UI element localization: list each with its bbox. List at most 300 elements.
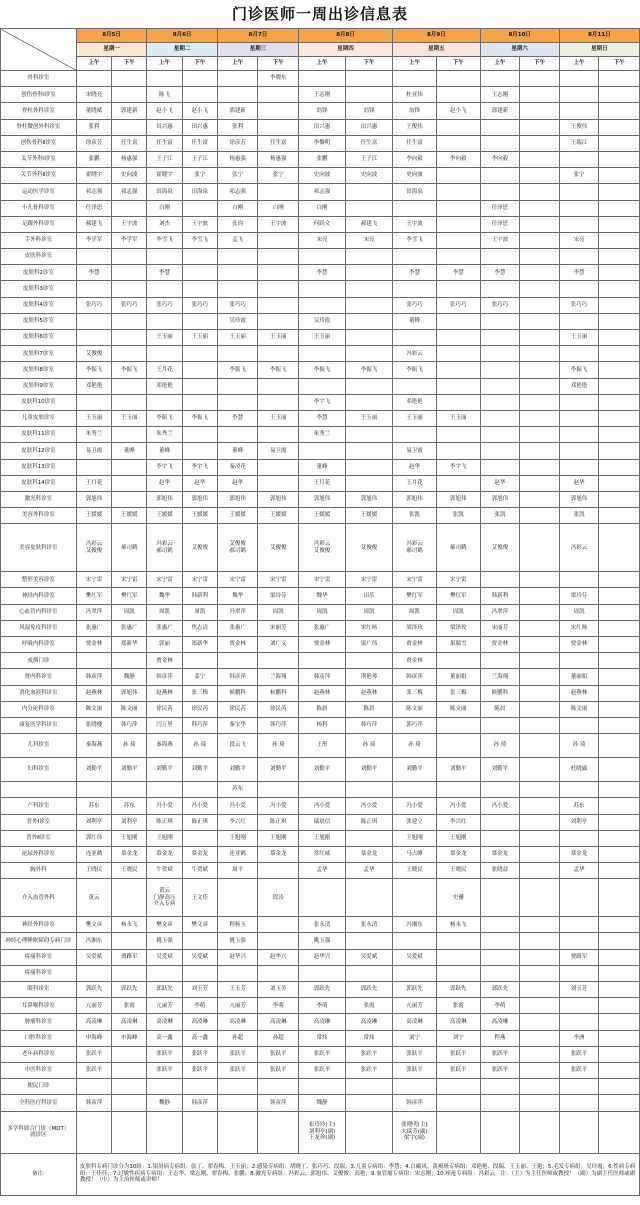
doctor-cell: 刘广义 bbox=[258, 637, 299, 653]
doctor-cell: 王媛媛 bbox=[217, 508, 258, 524]
doctor-cell: 王月花 bbox=[147, 362, 182, 378]
doctor-cell bbox=[599, 410, 640, 426]
doctor-cell bbox=[520, 604, 560, 620]
doctor-cell bbox=[217, 71, 258, 87]
doctor-cell: 杨永飞 bbox=[112, 917, 147, 933]
doctor-cell bbox=[559, 1079, 599, 1095]
doctor-cell: 刘宁 bbox=[393, 1030, 437, 1046]
doctor-cell: 王旭刚 bbox=[258, 830, 299, 846]
doctor-cell: 董峰 bbox=[393, 313, 437, 329]
notes-text: 皮肤科专病门诊分为10组：1.银屑病专病组：张丁、翟春梅、王玉丽；2.感染专病组：胡晓丁、张巧巧、段瑞；3.儿童专病组：李慧；4.白癜风、黄褐斑专病组：邓艳艳、段瑞、王玉丽、王艳；5.毛发专病组：吴玲霞；6.性病专病组：王佳佳；7.过敏性疾病专病组：王志华、梁志刚、翟春梅、张鹏；8.激光专病组：冯彩云、郭旭伟、艾俊俊、高艳；9.血管瘤专病组：宋志刚；10.痤疮专病组：冯彩云。注：（主）为主任医师或教授！（副）为副主任医师或副教授！（中）为主治医师或讲师！ bbox=[76, 1153, 639, 1195]
doctor-cell: 张跃平 bbox=[182, 1046, 217, 1062]
doctor-cell bbox=[346, 1079, 393, 1095]
doctor-cell bbox=[76, 965, 111, 981]
doctor-cell bbox=[147, 394, 182, 410]
doctor-cell: 何跃文 bbox=[299, 216, 346, 232]
doctor-cell bbox=[599, 346, 640, 362]
doctor-cell bbox=[599, 394, 640, 410]
doctor-cell bbox=[346, 249, 393, 265]
doctor-cell bbox=[520, 508, 560, 524]
doctor-cell: 贾金林 bbox=[147, 653, 182, 669]
doctor-cell bbox=[346, 87, 393, 103]
doctor-cell: 宋宁雷 bbox=[217, 572, 258, 588]
doctor-cell: 慕金龙 bbox=[112, 846, 147, 862]
doctor-cell: 段涛 bbox=[258, 879, 299, 917]
doctor-cell: 李宇飞 bbox=[182, 459, 217, 475]
doctor-cell bbox=[520, 620, 560, 636]
doctor-cell bbox=[436, 782, 480, 798]
doctor-cell bbox=[520, 216, 560, 232]
doctor-cell: 张凯 bbox=[480, 508, 520, 524]
doctor-cell bbox=[217, 346, 258, 362]
doctor-cell: 张跃平 bbox=[436, 1062, 480, 1078]
doctor-cell: 张跃平 bbox=[258, 1062, 299, 1078]
doctor-cell bbox=[182, 200, 217, 216]
doctor-cell bbox=[299, 281, 346, 297]
doctor-cell: 常炜 bbox=[346, 1030, 393, 1046]
doctor-cell bbox=[436, 232, 480, 248]
doctor-cell bbox=[520, 701, 560, 717]
doctor-cell: 常红威 bbox=[299, 846, 346, 862]
doctor-cell bbox=[346, 71, 393, 87]
doctor-cell bbox=[76, 653, 111, 669]
doctor-cell: 魏静 bbox=[299, 1095, 346, 1111]
doctor-cell: 任生富 bbox=[112, 135, 147, 151]
doctor-cell: 樊红军 bbox=[112, 588, 147, 604]
doctor-cell: 孟华 bbox=[559, 863, 599, 879]
doctor-cell: 徐民芮 bbox=[147, 701, 182, 717]
doctor-cell: 兰海翔 bbox=[258, 669, 299, 685]
doctor-cell bbox=[599, 216, 640, 232]
doctor-cell: 赵华 bbox=[147, 475, 182, 491]
doctor-cell: 张建立 bbox=[393, 814, 437, 830]
doctor-cell bbox=[599, 491, 640, 507]
doctor-cell: 祁志强 bbox=[217, 184, 258, 200]
doctor-cell: 瑞晨信 bbox=[299, 814, 346, 830]
doctor-cell: 贾路军 bbox=[112, 949, 147, 965]
doctor-cell: 孟飞 bbox=[217, 232, 258, 248]
doctor-cell bbox=[559, 879, 599, 917]
doctor-cell: 冯小爱 bbox=[346, 798, 393, 814]
department-cell: 皮肤科11诊室 bbox=[1, 427, 77, 443]
doctor-cell bbox=[436, 443, 480, 459]
doctor-cell: 李慧 bbox=[480, 265, 520, 281]
doctor-cell: 冯小爱 bbox=[147, 798, 182, 814]
doctor-cell bbox=[182, 1079, 217, 1095]
doctor-cell: 陈飞 bbox=[147, 87, 182, 103]
doctor-cell bbox=[217, 249, 258, 265]
doctor-cell bbox=[436, 119, 480, 135]
department-cell: 手外科诊室 bbox=[1, 232, 77, 248]
pm-header: 下午 bbox=[182, 57, 217, 71]
doctor-cell: 秦海燕 bbox=[76, 734, 111, 758]
doctor-cell: 史向波 bbox=[393, 168, 437, 184]
doctor-cell bbox=[299, 346, 346, 362]
doctor-cell: 冯翠萍 bbox=[480, 604, 520, 620]
doctor-cell bbox=[480, 443, 520, 459]
doctor-cell: 刘利亭 bbox=[76, 814, 111, 830]
doctor-cell: 王志刚 bbox=[480, 87, 520, 103]
doctor-cell: 张三梅 bbox=[182, 685, 217, 701]
doctor-cell: 李洲 bbox=[559, 1030, 599, 1046]
table-row bbox=[1, 814, 640, 830]
pm-header: 下午 bbox=[258, 57, 299, 71]
doctor-cell: 樊文彦 bbox=[76, 917, 111, 933]
doctor-cell: 王子江 bbox=[346, 151, 393, 167]
doctor-cell bbox=[559, 998, 599, 1014]
doctor-cell bbox=[182, 394, 217, 410]
doctor-cell: 王俊伟 bbox=[393, 119, 437, 135]
doctor-cell bbox=[436, 281, 480, 297]
doctor-cell bbox=[346, 394, 393, 410]
doctor-cell bbox=[436, 313, 480, 329]
doctor-cell bbox=[182, 249, 217, 265]
department-cell: 普外Ⅱ诊室 bbox=[1, 830, 77, 846]
department-cell: 脊柱微创外科诊室 bbox=[1, 119, 77, 135]
doctor-cell: 李慧 bbox=[299, 410, 346, 426]
date-header: 8月11日 bbox=[559, 29, 639, 43]
table-row bbox=[1, 508, 640, 524]
doctor-cell bbox=[346, 879, 393, 917]
doctor-cell: 刘勤平 bbox=[182, 758, 217, 782]
doctor-cell bbox=[520, 1095, 560, 1111]
department-cell: 小儿骨科诊室 bbox=[1, 200, 77, 216]
doctor-cell bbox=[112, 265, 147, 281]
doctor-cell bbox=[599, 863, 640, 879]
doctor-cell bbox=[599, 1095, 640, 1111]
am-header: 上午 bbox=[147, 57, 182, 71]
doctor-cell bbox=[182, 346, 217, 362]
doctor-cell: 刘利亭 bbox=[559, 814, 599, 830]
doctor-cell bbox=[520, 427, 560, 443]
doctor-cell: 牛贺斌 bbox=[147, 863, 182, 879]
doctor-cell bbox=[480, 572, 520, 588]
doctor-cell bbox=[393, 782, 437, 798]
doctor-cell: 魏静 bbox=[147, 1095, 182, 1111]
doctor-cell: 王俊伟 bbox=[559, 119, 599, 135]
doctor-cell bbox=[480, 717, 520, 733]
doctor-cell: 邓艳艳 bbox=[76, 378, 111, 394]
doctor-cell: 张鹏 bbox=[299, 151, 346, 167]
doctor-cell bbox=[258, 782, 299, 798]
department-cell: 多学科联合门诊（MDT） 就诊区 bbox=[1, 1111, 77, 1153]
doctor-cell: 冯小爱 bbox=[480, 798, 520, 814]
doctor-cell: 高凌琳 bbox=[147, 1014, 182, 1030]
doctor-cell: 姚玉强 bbox=[217, 933, 258, 949]
doctor-cell: 王彤 bbox=[299, 734, 346, 758]
doctor-cell: 宋宁雷 bbox=[147, 572, 182, 588]
doctor-cell: 樊红军 bbox=[76, 588, 111, 604]
doctor-cell bbox=[599, 949, 640, 965]
doctor-cell bbox=[599, 879, 640, 917]
doctor-cell bbox=[559, 249, 599, 265]
doctor-cell bbox=[599, 103, 640, 119]
doctor-cell: 候鹏科 bbox=[217, 685, 258, 701]
doctor-cell: 王宇波 bbox=[258, 216, 299, 232]
doctor-cell bbox=[182, 653, 217, 669]
doctor-cell: 赵燕林 bbox=[299, 685, 346, 701]
doctor-cell: 李慧 bbox=[299, 265, 346, 281]
doctor-cell: 张跃平 bbox=[182, 1062, 217, 1078]
doctor-cell: 赵华兴 bbox=[217, 949, 258, 965]
doctor-cell: 樊红军 bbox=[436, 588, 480, 604]
doctor-cell: 果广伟 bbox=[346, 637, 393, 653]
doctor-cell: 张宁 bbox=[258, 168, 299, 184]
doctor-cell: 韩彦萍 bbox=[147, 669, 182, 685]
doctor-cell bbox=[520, 1030, 560, 1046]
doctor-cell: 张三梅 bbox=[436, 685, 480, 701]
doctor-cell bbox=[147, 346, 182, 362]
doctor-cell: 董峰 bbox=[217, 443, 258, 459]
doctor-cell bbox=[480, 135, 520, 151]
doctor-cell: 宋宁雷 bbox=[436, 572, 480, 588]
page-title: 门诊医师一周出诊信息表 bbox=[231, 5, 408, 23]
doctor-cell: 郝建飞 bbox=[76, 216, 111, 232]
doctor-cell bbox=[520, 71, 560, 87]
doctor-cell bbox=[299, 653, 346, 669]
department-cell: 泌尿外科诊室 bbox=[1, 846, 77, 862]
doctor-cell: 张霞 bbox=[436, 998, 480, 1014]
doctor-cell bbox=[480, 119, 520, 135]
doctor-cell: 郭跃先 bbox=[436, 982, 480, 998]
doctor-cell: 王旭刚 bbox=[436, 830, 480, 846]
doctor-cell bbox=[112, 653, 147, 669]
doctor-cell: 翁锋 bbox=[393, 103, 437, 119]
doctor-cell: 周凯 bbox=[258, 604, 299, 620]
doctor-cell: 张跃平 bbox=[480, 1046, 520, 1062]
department-cell: 妇科诊室 bbox=[1, 758, 77, 782]
doctor-cell bbox=[217, 653, 258, 669]
doctor-cell: 杨惠强 bbox=[112, 151, 147, 167]
doctor-cell bbox=[182, 313, 217, 329]
doctor-cell: 高凌琳 bbox=[346, 1014, 393, 1030]
doctor-cell bbox=[346, 297, 393, 313]
pm-header: 下午 bbox=[112, 57, 147, 71]
doctor-cell bbox=[112, 879, 147, 917]
doctor-cell: 韩巧萍 bbox=[258, 717, 299, 733]
doctor-cell bbox=[599, 265, 640, 281]
doctor-cell bbox=[520, 410, 560, 426]
doctor-cell: 郭旭伟 bbox=[480, 491, 520, 507]
table-row bbox=[1, 782, 640, 798]
doctor-cell: 赵小飞 bbox=[182, 103, 217, 119]
doctor-cell: 张鹏 bbox=[76, 151, 111, 167]
doctor-cell bbox=[520, 184, 560, 200]
doctor-cell: 苏东 bbox=[559, 798, 599, 814]
doctor-cell: 韩彦萍 bbox=[182, 1095, 217, 1111]
doctor-cell: 徐民芮 bbox=[182, 701, 217, 717]
table-row bbox=[1, 998, 640, 1014]
doctor-cell bbox=[258, 394, 299, 410]
doctor-cell bbox=[436, 249, 480, 265]
doctor-cell bbox=[520, 798, 560, 814]
doctor-cell: 王志刚 bbox=[299, 87, 346, 103]
doctor-cell: 候鹏科 bbox=[258, 685, 299, 701]
doctor-cell: 霍晓宇 bbox=[147, 168, 182, 184]
doctor-cell: 高凌琳 bbox=[393, 1014, 437, 1030]
doctor-cell: 冯彩云 郝司鹤 bbox=[393, 524, 437, 572]
doctor-cell bbox=[436, 184, 480, 200]
doctor-cell: 易卫霞 bbox=[258, 443, 299, 459]
weekday-header: 星期四 bbox=[299, 43, 393, 57]
doctor-cell: 郑新华 bbox=[182, 637, 217, 653]
table-row bbox=[1, 200, 640, 216]
doctor-cell: 贾金林 bbox=[559, 637, 599, 653]
doctor-cell: 姚玉强 bbox=[299, 933, 346, 949]
doctor-cell bbox=[520, 846, 560, 862]
doctor-cell bbox=[520, 265, 560, 281]
doctor-cell: 李慧 bbox=[76, 265, 111, 281]
header-corner-diagonal bbox=[1, 29, 77, 71]
doctor-cell bbox=[147, 313, 182, 329]
doctor-cell bbox=[599, 184, 640, 200]
table-row bbox=[1, 863, 640, 879]
doctor-cell: 冯翠萍 bbox=[217, 604, 258, 620]
doctor-cell bbox=[520, 103, 560, 119]
table-row bbox=[1, 103, 640, 119]
doctor-cell bbox=[436, 394, 480, 410]
department-cell: 皮肤科4诊室 bbox=[1, 297, 77, 313]
doctor-cell bbox=[520, 949, 560, 965]
doctor-cell: 孟华 bbox=[299, 863, 346, 879]
doctor-cell: 李向毅 bbox=[436, 151, 480, 167]
doctor-cell: 慕金龙 bbox=[147, 846, 182, 862]
doctor-cell: 张巧巧 bbox=[559, 297, 599, 313]
doctor-cell: 冯彩云 bbox=[393, 346, 437, 362]
doctor-cell: 王月花 bbox=[393, 475, 437, 491]
doctor-cell bbox=[147, 71, 182, 87]
doctor-cell bbox=[599, 459, 640, 475]
am-header: 上午 bbox=[393, 57, 437, 71]
doctor-cell: 兰海翔 bbox=[480, 669, 520, 685]
doctor-cell bbox=[112, 1046, 147, 1062]
doctor-cell: 张巧巧 bbox=[147, 297, 182, 313]
doctor-cell: 李振飞 bbox=[112, 362, 147, 378]
doctor-cell bbox=[217, 879, 258, 917]
doctor-cell bbox=[480, 933, 520, 949]
doctor-cell bbox=[112, 1095, 147, 1111]
doctor-cell bbox=[393, 330, 437, 346]
doctor-cell: 刘勤平 bbox=[76, 758, 111, 782]
doctor-cell bbox=[112, 965, 147, 981]
doctor-cell: 易卫霞 bbox=[76, 443, 111, 459]
doctor-cell bbox=[559, 1111, 599, 1153]
doctor-cell: 田海泉 bbox=[182, 184, 217, 200]
doctor-cell bbox=[182, 281, 217, 297]
doctor-cell bbox=[480, 949, 520, 965]
doctor-cell bbox=[520, 200, 560, 216]
table-row bbox=[1, 758, 640, 782]
doctor-cell: 孙 琦 bbox=[393, 734, 437, 758]
doctor-cell: 任生富 bbox=[346, 135, 393, 151]
table-row bbox=[1, 443, 640, 459]
doctor-cell bbox=[480, 1079, 520, 1095]
doctor-cell: 王玉丽 bbox=[299, 330, 346, 346]
doctor-cell bbox=[520, 1111, 560, 1153]
department-cell: 胸外科 bbox=[1, 863, 77, 879]
weekday-header: 星期二 bbox=[147, 43, 218, 57]
department-cell: 皮肤科诊室 bbox=[1, 249, 77, 265]
doctor-cell: 吴爱斌 bbox=[393, 949, 437, 965]
doctor-cell: 张跃平 bbox=[258, 1046, 299, 1062]
doctor-cell: 姚玉强 bbox=[147, 933, 182, 949]
doctor-cell: 张跃平 bbox=[217, 1062, 258, 1078]
doctor-cell: 吴爱斌 bbox=[182, 949, 217, 965]
doctor-cell bbox=[480, 965, 520, 981]
doctor-cell bbox=[346, 1095, 393, 1111]
date-header: 8月6日 bbox=[147, 29, 218, 43]
doctor-cell bbox=[112, 475, 147, 491]
doctor-cell bbox=[76, 71, 111, 87]
doctor-cell: 艾俊俊 bbox=[346, 524, 393, 572]
doctor-cell bbox=[599, 637, 640, 653]
table-row bbox=[1, 879, 640, 917]
doctor-cell bbox=[147, 1079, 182, 1095]
doctor-cell: 陈正琪 bbox=[346, 814, 393, 830]
doctor-cell bbox=[599, 1079, 640, 1095]
doctor-cell: 张宁 bbox=[182, 168, 217, 184]
doctor-cell: 张跃平 bbox=[76, 1062, 111, 1078]
doctor-cell bbox=[520, 933, 560, 949]
doctor-cell bbox=[147, 1111, 182, 1153]
doctor-cell: 郭跃先 bbox=[346, 982, 393, 998]
doctor-cell: 冯彩云 bbox=[559, 524, 599, 572]
doctor-cell: 孙 琦 bbox=[112, 734, 147, 758]
am-header: 上午 bbox=[480, 57, 520, 71]
department-cell: 儿童皮肤诊室 bbox=[1, 410, 77, 426]
doctor-cell bbox=[599, 917, 640, 933]
doctor-cell: 王媛媛 bbox=[258, 508, 299, 524]
table-row bbox=[1, 965, 640, 981]
table-row bbox=[1, 216, 640, 232]
doctor-cell bbox=[599, 1062, 640, 1078]
doctor-cell bbox=[436, 1079, 480, 1095]
doctor-cell: 王玉丽 bbox=[217, 330, 258, 346]
doctor-cell: 张跃平 bbox=[436, 1046, 480, 1062]
doctor-cell bbox=[182, 965, 217, 981]
department-cell: 康复医学科诊室 bbox=[1, 717, 77, 733]
doctor-cell: 樊红军 bbox=[393, 588, 437, 604]
doctor-cell: 贾金林 bbox=[393, 637, 437, 653]
doctor-cell: 王玉丽 bbox=[76, 410, 111, 426]
doctor-cell bbox=[599, 620, 640, 636]
doctor-cell bbox=[480, 394, 520, 410]
doctor-cell: 程杨玉 bbox=[217, 917, 258, 933]
doctor-cell bbox=[258, 119, 299, 135]
doctor-cell: 艾俊俊 bbox=[76, 346, 111, 362]
doctor-cell: 周凯 bbox=[436, 604, 480, 620]
department-cell: 皮肤科14诊室 bbox=[1, 475, 77, 491]
table-row bbox=[1, 87, 640, 103]
department-cell: 创伤骨科Ⅰ诊室 bbox=[1, 87, 77, 103]
doctor-cell: 郭旭伟 bbox=[217, 491, 258, 507]
doctor-cell bbox=[258, 863, 299, 879]
doctor-cell bbox=[480, 249, 520, 265]
doctor-cell: 冯小爱 bbox=[299, 798, 346, 814]
department-cell: 美容皮肤科诊室 bbox=[1, 524, 77, 572]
doctor-cell bbox=[520, 362, 560, 378]
table-row bbox=[1, 572, 640, 588]
doctor-cell: 李萌 bbox=[258, 998, 299, 1014]
doctor-cell: 苏东 bbox=[217, 782, 258, 798]
doctor-cell bbox=[436, 949, 480, 965]
doctor-cell: 艾俊俊 bbox=[182, 524, 217, 572]
doctor-cell bbox=[520, 717, 560, 733]
doctor-cell bbox=[599, 734, 640, 758]
doctor-cell: 宋宁雷 bbox=[299, 572, 346, 588]
doctor-cell: 郭跃先 bbox=[299, 982, 346, 998]
doctor-cell: 慕金龙 bbox=[480, 846, 520, 862]
